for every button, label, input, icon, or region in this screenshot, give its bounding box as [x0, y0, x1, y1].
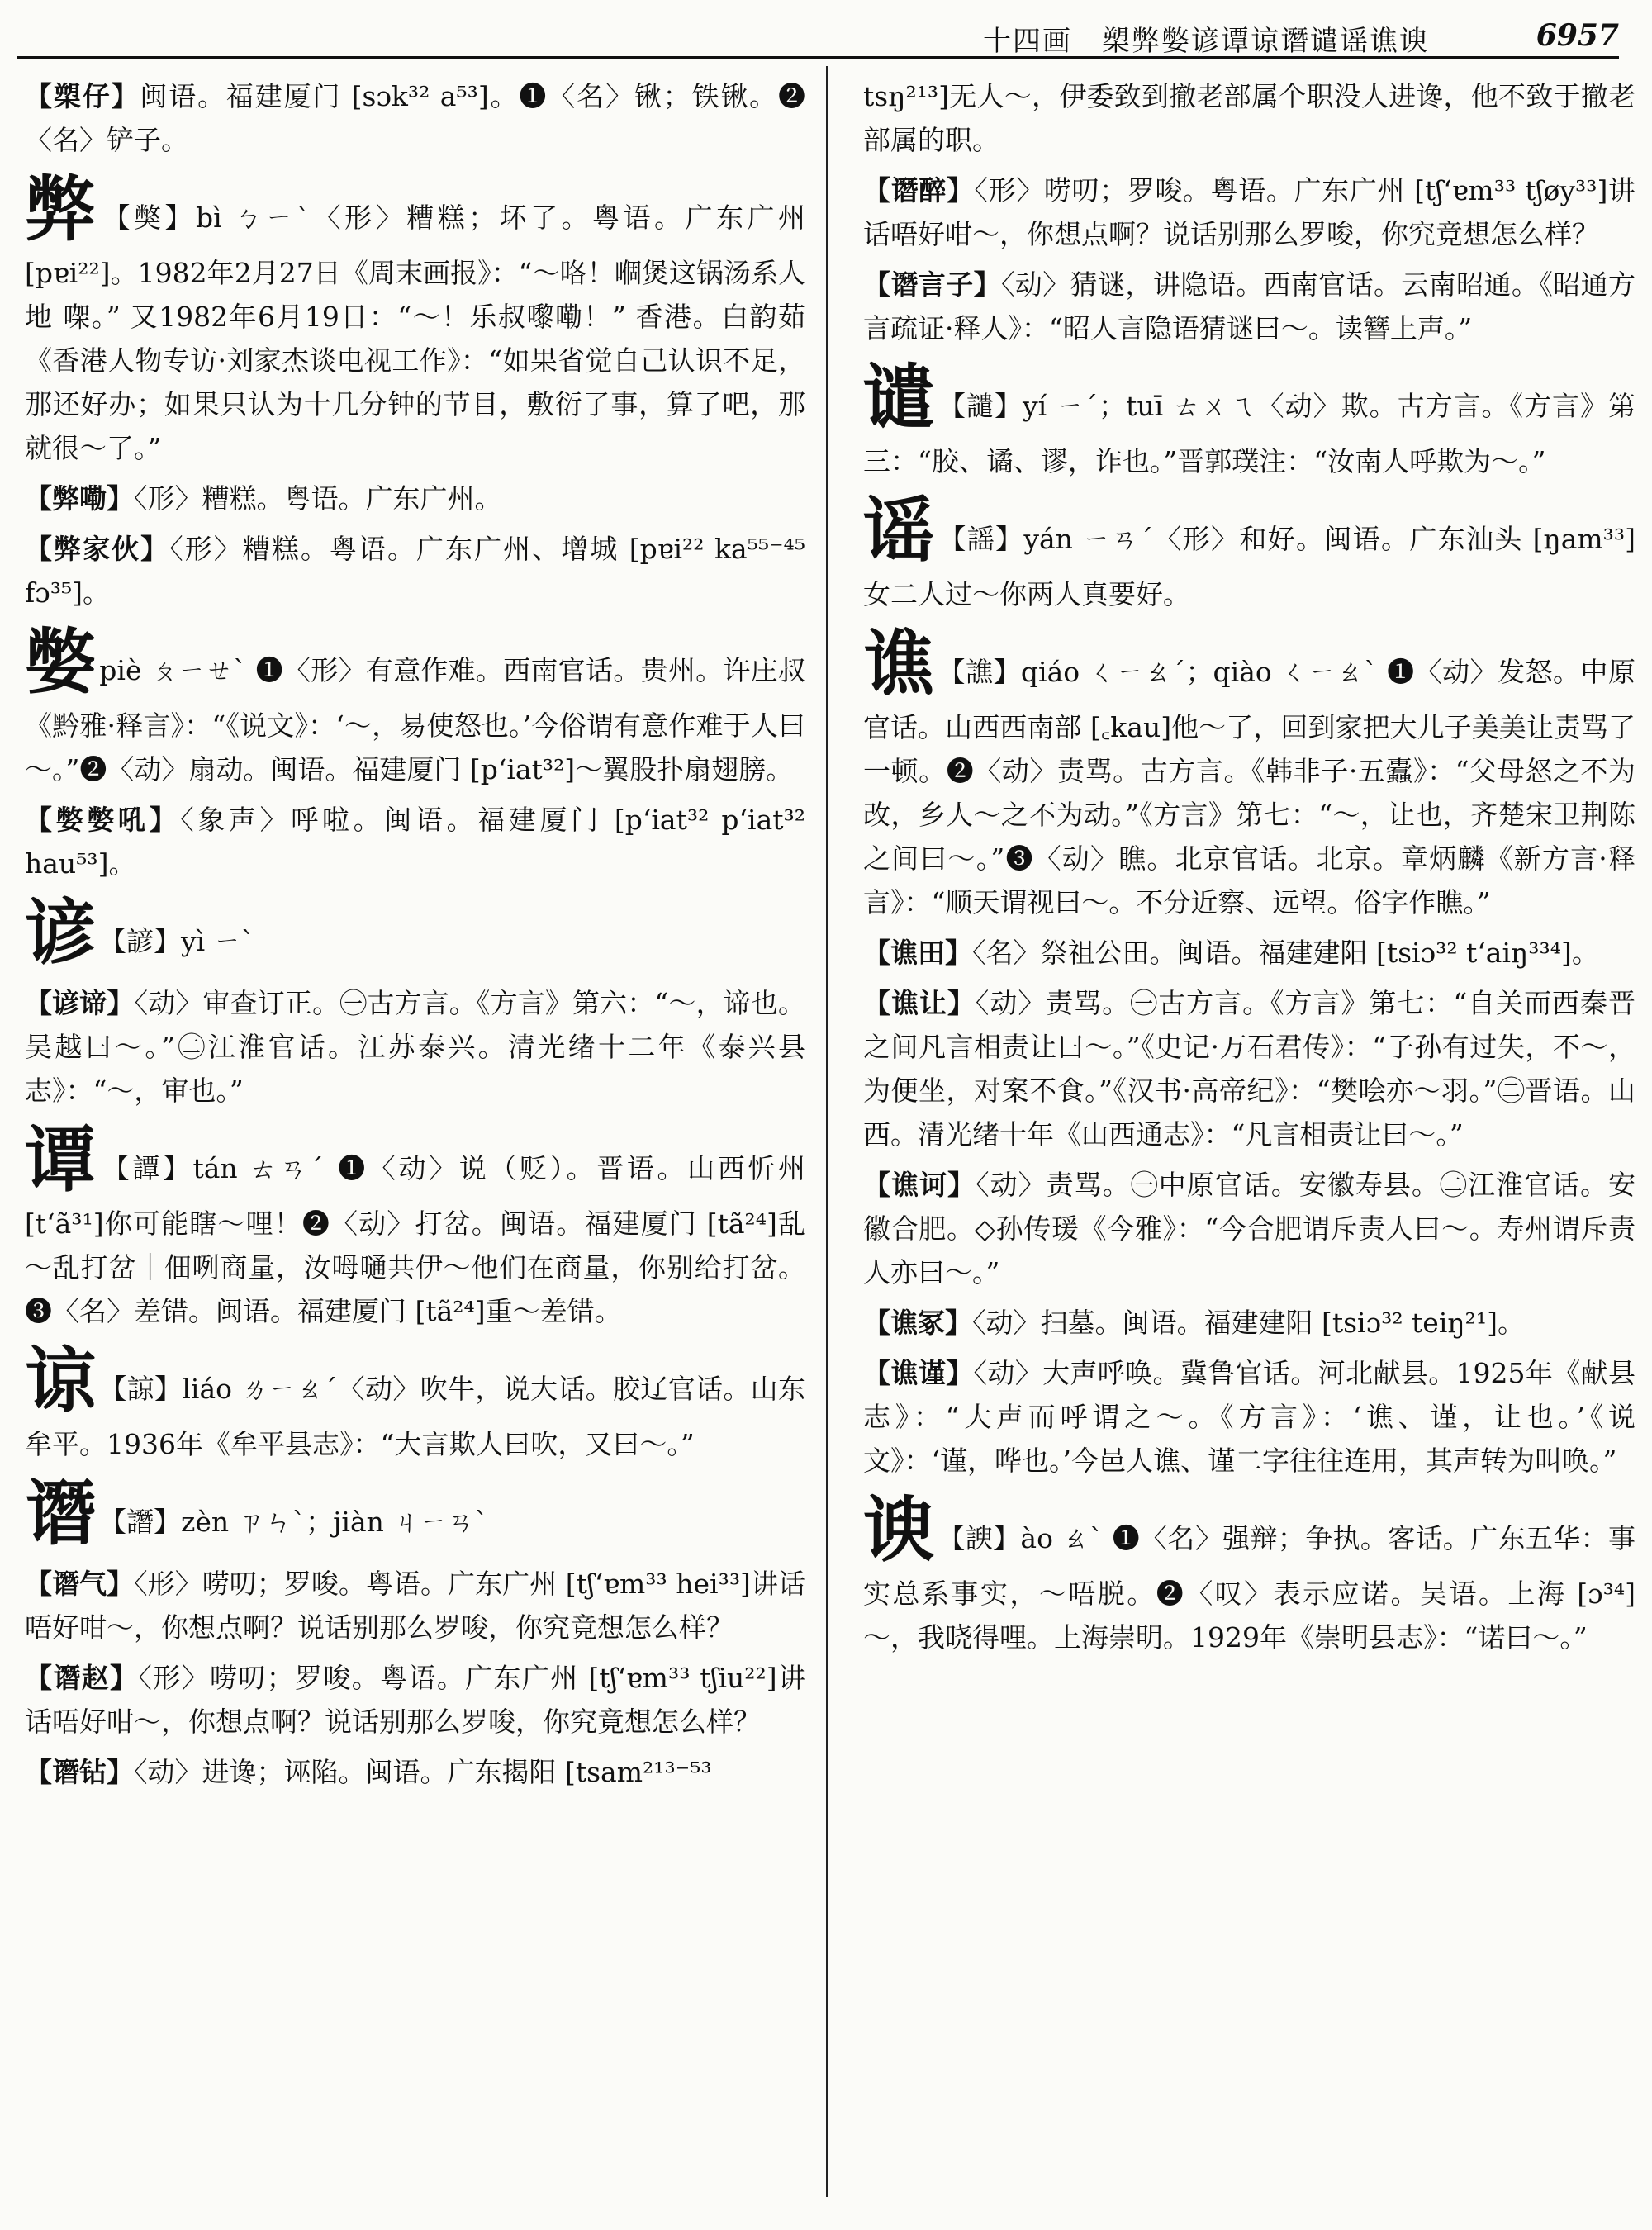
entry-head: 谀 【諛】ào ㄠˋ ❶〈名〉强辩；争执。客话。广东五华：事实总系事实，～唔脱。❷〈叹〉表示应诺。吴语。上海 [ɔ³⁴]～，我晓得哩。上海崇明。1929年《崇明县志》：“诺曰～。” — [863, 1488, 1636, 1654]
entry-sub: 【谯谨】〈动〉大声呼唤。冀鲁官话。河北献县。1925年《献县志》：“大声而呼谓之～。《方言》：‘谯、谨，让也。’《说文》：‘谨，哗也。’今邑人谯、谨二字往往连用，其声转为叫唤。” — [863, 1357, 1636, 1477]
entry-head: 谮 【譖】zèn ㄗㄣˋ；jiàn ㄐㄧㄢˋ — [25, 1472, 488, 1555]
entry-sub: 【槊仔】闽语。福建厦门 [sɔk³² a⁵³]。❶〈名〉锹；铁锹。❷〈名〉铲子。 — [25, 80, 806, 156]
entry-sub: 【谮言子】〈动〉猜谜，讲隐语。西南官话。云南昭通。《昭通方言疏证·释人》：“昭人言隐语猜谜曰～。读簪上声。” — [863, 268, 1636, 344]
page-number: 6957 — [1536, 18, 1619, 53]
entry-sub: 【谯田】〈名〉祭祖公田。闽语。福建建阳 [tsiɔ³² tʻaiŋ³³⁴]。 — [863, 937, 1599, 969]
entry-head: 嫳piè ㄆㄧㄝˋ ❶〈形〉有意作难。西南官话。贵州。许庄叔《黔雅·释言》：“《说文》：‘～，易使怒也。’今俗谓有意作难于人曰～。”❷〈动〉扇动。闽语。福建厦门 [pʻiat³²]～翼股扑扇翅膀。 — [25, 620, 805, 785]
running-head: 十四画 槊弊嫳谚谭谅谮谴谣谯谀 — [983, 25, 1429, 58]
column-divider — [826, 66, 828, 2197]
entry-sub: 【谯让】〈动〉责骂。㊀古方言。《方言》第七：“自关而西秦晋之间凡言相责让曰～。”《史记·万石君传》：“子孙有过失，不～，为便坐，对案不食。”《汉书·高帝纪》：“樊哙亦～羽。”㊁晋语。山西。清光绪十年《山西通志》：“凡言相责让曰～。” — [863, 987, 1635, 1151]
page-header — [17, 15, 1619, 59]
entry-sub: 【谯冢】〈动〉扫墓。闽语。福建建阳 [tsiɔ³² teiŋ²¹]。 — [863, 1307, 1525, 1339]
entry-head: 弊 【獘】bì ㄅㄧˋ〈形〉糟糕；坏了。粤语。广东广州 [pɐi²²]。1982年2月27日《周末画报》：“～咯！嗰煲这锅汤系人地 㗎。” 又1982年6月19日：“～！乐叔嚟嘞！” 香港。白韵茹《香港人物专访·刘家杰谈电视工作》：“如果省觉自己认识不足，那还好办；如果只认为十几分钟的节目，敷衍了事，算了吧，那就很～了。” — [25, 168, 806, 464]
entry-head: 谴 【譴】yí ㄧˊ；tuī ㄊㄨㄟ〈动〉欺。古方言。《方言》第三：“胶、谲、谬，诈也。”晋郭璞注：“汝南人呼欺为～。” — [863, 356, 1636, 477]
entry-head: 谭 【譚】tán ㄊㄢˊ ❶〈动〉说（贬）。晋语。山西忻州 [tʻã³¹]你可能瞎～哩！❷〈动〉打岔。闽语。福建厦门 [tã²⁴]乱～乱打岔｜佃咧商量，汝呣嗵共伊～他们在商量，你别给打岔。❸〈名〉差错。闽语。福建厦门 [tã²⁴]重～差错。 — [25, 1118, 806, 1327]
entry-sub: 【嫳嫳吼】〈象声〉呼啦。闽语。福建厦门 [pʻiat³² pʻiat³² hau⁵³]。 — [25, 804, 805, 880]
entry-head: 谅 【諒】liáo ㄌㄧㄠˊ〈动〉吹牛，说大话。胶辽官话。山东牟平。1936年《牟平县志》：“大言欺人曰吹，又曰～。” — [25, 1339, 806, 1460]
entry-sub: 【谚谛】〈动〉审查订正。㊀古方言。《方言》第六：“～，谛也。吴越曰～。”㊁江淮官话。江苏泰兴。清光绪十二年《泰兴县志》：“～，审也。” — [25, 987, 806, 1107]
right-column — [863, 74, 1635, 1666]
entry-sub: 【谮赵】〈形〉唠叨；罗唆。粤语。广东广州 [tʃʻɐm³³ tʃiu²²]讲话唔好咁～，你想点啊？说话别那么罗唆，你究竟想怎么样？ — [25, 1662, 805, 1738]
entry-sub: 【谮醉】〈形〉唠叨；罗唆。粤语。广东广州 [tʃʻɐm³³ tʃøy³³]讲话唔好咁～，你想点啊？说话别那么罗唆，你究竟想怎么样？ — [863, 174, 1635, 250]
entry-continuation: tsŋ²¹³]无人～，伊委致到撤老部属个职没人进谗，他不致于撤老部属的职。 — [863, 80, 1635, 156]
entry-sub: 【谮气】〈形〉唠叨；罗唆。粤语。广东广州 [tʃʻɐm³³ hei³³]讲话唔好咁～，你想点啊？说话别那么罗唆，你究竟想怎么样？ — [25, 1568, 805, 1644]
entry-head: 谣 【謡】yán ㄧㄢˊ〈形〉和好。闽语。广东汕头 [ŋam³³]女二人过～你两人真要好。 — [863, 489, 1635, 610]
entry-sub: 【弊嘞】〈形〉糟糕。粤语。广东广州。 — [25, 482, 502, 515]
entry-head: 谯 【譙】qiáo ㄑㄧㄠˊ；qiào ㄑㄧㄠˋ ❶〈动〉发怒。中原官话。山西西南部 [꜀kau]他～了，回到家把大儿子美美让责骂了一顿。❷〈动〉责骂。古方言。《韩非子·五蠹》：“父母怒之不为改，乡人～之不为动。”《方言》第七：“～，让也，齐楚宋卫荆陈之间曰～。”❸〈动〉瞧。北京官话。北京。章炳麟《新方言·释言》：“顺天谓视曰～。不分近察、远望。俗字作瞧。” — [863, 622, 1635, 918]
entry-sub: 【谮钻】〈动〉进谗；诬陷。闽语。广东揭阳 [tsam²¹³⁻⁵³ — [25, 1756, 712, 1788]
entry-sub: 【谯诃】〈动〉责骂。㊀中原官话。安徽寿县。㊁江淮官话。安徽合肥。◇孙传瑗《今雅》：“今合肥谓斥责人曰～。寿州谓斥责人亦曰～。” — [863, 1169, 1636, 1288]
entry-sub: 【弊家伙】〈形〉糟糕。粤语。广东广州、增城 [pɐi²² ka⁵⁵⁻⁴⁵ fɔ³⁵]。 — [25, 533, 806, 609]
left-column — [25, 74, 805, 1801]
entry-head: 谚 【諺】yì ㄧˋ — [25, 891, 255, 975]
